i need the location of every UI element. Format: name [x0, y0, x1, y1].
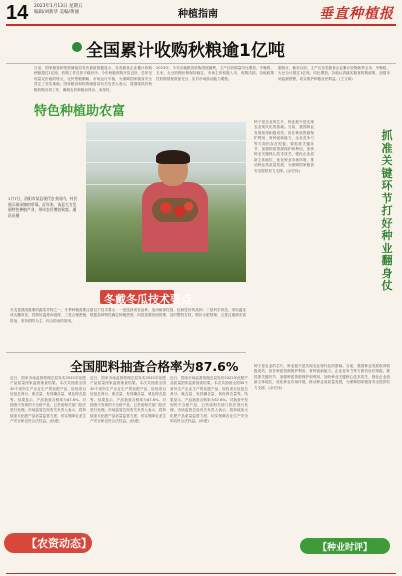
top-body-right: 据统计，截至目前，主产区各类粮食企业累计收购新季玉米、中晚稻、大豆合计超过1亿吨，同比增加。各地认真落实粮食收购政策，加强市场监测预警，切实维护种粮农民利益。(王文章)	[278, 66, 390, 81]
side-column-body-lower: 种子是农业的芯片，种业振兴是实现农业现代化的基础。当前，我国种业发展取得积极成效，但在种质资源保护利用、育种创新能力、企业竞争力等方面仍存在短板。要抓准关键环节，加强种质资源保护和利用，加快种业关键核心技术攻关，强化企业创新主体地位，优化种业市场环境，推动种业高质量发展，为保障国家粮食安全提供有力支撑。(余宏伟)	[254, 364, 390, 390]
footer-rule	[6, 573, 396, 574]
section-title: 种植指南	[178, 9, 218, 20]
issue-editors: 编辑/刘新华 美编/黄丽	[34, 10, 79, 15]
green-dot-icon	[72, 42, 82, 52]
seed-commentary-badge-label: 【种业时评】	[318, 543, 373, 553]
fertilizer-body-col1: 近日，国家市场监督管理总局发布2022年化肥产品质量国家监督抽查结果。本次共抽查全国30个省份生产企业生产的化肥产品，检验项目包括总养分、氮含量、有效磷含量、氧化钾含量等。结果显示，产品抽查合格率为87.6%。对抽查中发现的不合格产品，已责成相关部门依法进行处理。市场监管总局有关负责人表示，将持续加大化肥产品质量监管力度，切实保障农业生产安全和农民合法权益。(孙建)	[10, 376, 86, 424]
page-number: 14	[6, 2, 29, 24]
top-body-mid: 2023年，今年各地粮食收购进展顺利，主产区收购量同比增加，中晚稻、玉米、大豆收购价格保持稳定，市场主体积极入市，收购活跃。各地政策性收购预案准备充分，应对市场波动能力增强。	[156, 66, 274, 81]
feature-photo	[86, 122, 246, 282]
side-column-title: 抓准关键环节打好种业翻身仗	[381, 129, 393, 292]
issue-date: 2023年1月13日 星期五	[34, 4, 83, 9]
fertilizer-headline: 全国肥料抽查合格率为87.6%	[70, 359, 239, 374]
side-column-body: 种子是农业的芯片，种业振兴是实现农业现代化的基础。当前，我国种业发展取得积极成效，但在种质资源保护利用、育种创新能力、企业竞争力等方面仍存在短板。要抓准关键环节，加强种质资源保护和利用，加快种业关键核心技术攻关，强化企业创新主体地位，优化种业市场环境，推动种业高质量发展，为保障国家粮食安全提供有力支撑。(余宏伟)	[254, 120, 314, 173]
top-rule	[6, 63, 396, 64]
bottom-story-rule	[6, 352, 246, 353]
fertilizer-body-col3: 近日，国家市场监督管理总局发布2022年化肥产品质量国家监督抽查结果。本次共抽查全国30个省份生产企业生产的化肥产品，检验项目包括总养分、氮含量、有效磷含量、氧化钾含量等。结果显示，产品抽查合格率为87.6%。对抽查中发现的不合格产品，已责成相关部门依法进行处理。市场监管总局有关负责人表示，将持续加大化肥产品质量监管力度，切实保障农业生产安全和农民合法权益。(孙建)	[170, 376, 248, 424]
header-rule	[6, 24, 396, 26]
top-body-left: 日前，国家粮食和物资储备局发布最新数据显示，各类粮食企业累计收购秋粮超过1亿吨，收购工作总体平稳有序。今年秋粮收购开局良好，总体呈现量足价稳的特点，农民售粮顺畅，市场运行平稳，为保障国家粮食安全奠定了坚实基础。国家粮食和物资储备局有关负责人表示，将继续抓好秋粮收购各项工作，确保农民种粮卖得出、卖得好。	[34, 66, 152, 92]
winter-section-heading: 冬戴冬瓜技术要点	[104, 293, 192, 306]
top-headline: 全国累计收购秋粮逾1亿吨	[86, 41, 285, 61]
agri-input-badge-label: 【农资动态】	[26, 537, 92, 550]
winter-section-body: 冬瓜是我国重要的蔬菜作物之一，冬季种植需要注意以下技术要点：一是选择适宜品种，选用耐寒性强、抗病性好的品种；二是科学育苗，采用温室或大棚育苗，控制好温度和湿度；三是合理密植，根据品种特性确定种植密度；四是加强田间管理，及时整枝打杈，做好水肥管理；五是注重病虫害防治，坚持预防为主、综合防治的原则。	[10, 308, 246, 323]
strawberry-tray	[152, 198, 198, 222]
newspaper-logo: 垂直种植报	[319, 6, 394, 22]
feature-heading: 特色种植助农富	[34, 104, 126, 119]
photo-caption: 1月7日，洛阳市某县现代农业园内，村民展示刚采摘的草莓。近年来，该县大力发展特色种植产业，带动农民增收致富。通讯员摄	[8, 196, 78, 218]
farmer-figure	[136, 152, 214, 252]
issue-meta	[34, 4, 82, 16]
fertilizer-body-col2: 近日，国家市场监督管理总局发布2022年化肥产品质量国家监督抽查结果。本次共抽查全国30个省份生产企业生产的化肥产品，检验项目包括总养分、氮含量、有效磷含量、氧化钾含量等。结果显示，产品抽查合格率为87.6%。对抽查中发现的不合格产品，已责成相关部门依法进行处理。市场监管总局有关负责人表示，将持续加大化肥产品质量监管力度，切实保障农业生产安全和农民合法权益。(孙建)	[90, 376, 166, 424]
